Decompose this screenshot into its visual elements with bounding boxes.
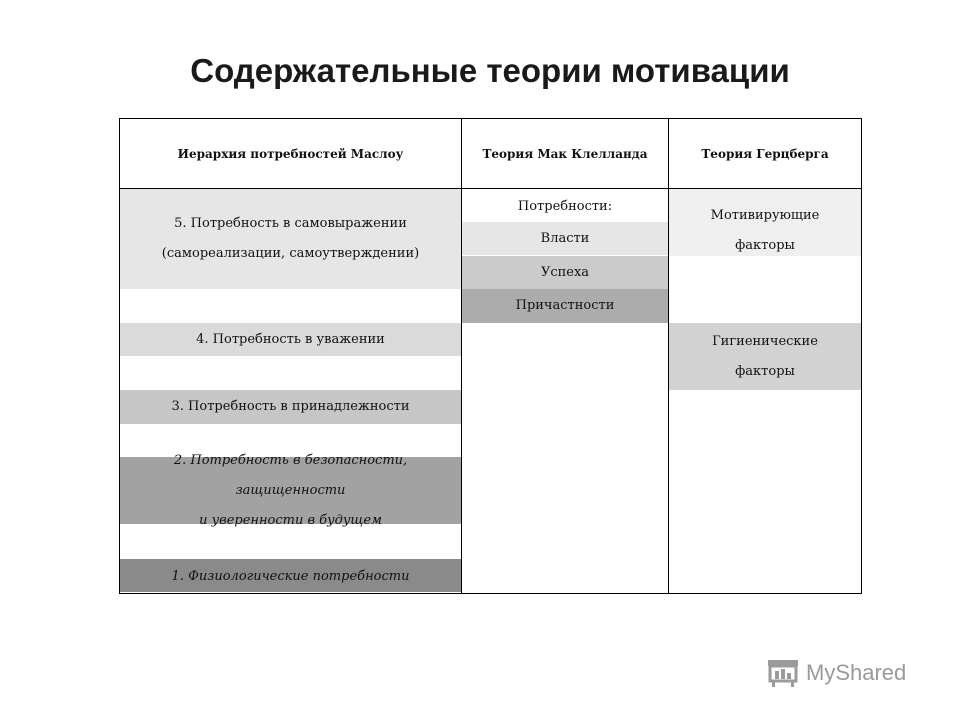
header-maslow: Иерархия потребностей Маслоу [177, 147, 404, 161]
maslow-level-2-line1: 2. Потребность в безопасности, защищенности [173, 452, 408, 498]
maslow-level-2 [120, 452, 461, 528]
header-mcclelland: Теория Мак Клелланда [482, 147, 648, 161]
herzberg-motivating-line2: факторы [735, 238, 795, 253]
maslow-level-2-line2: и уверенности в будущем [199, 512, 382, 528]
slide-title: Содержательные теории мотивации [190, 52, 790, 89]
watermark-text: MyShared [806, 660, 907, 685]
herzberg-hygiene [669, 323, 861, 390]
theories-table [119, 118, 862, 594]
watermark-logo [766, 658, 906, 688]
herzberg-motivating [669, 189, 861, 256]
column-divider-1 [461, 119, 462, 593]
mcclelland-success: Успеха [462, 256, 668, 289]
header-herzberg: Теория Герцберга [701, 147, 829, 161]
mcclelland-belonging: Причастности [462, 289, 668, 323]
mcclelland-power: Власти [462, 222, 668, 255]
maslow-level-4: 4. Потребность в уважении [120, 323, 461, 356]
table-border-right [861, 119, 862, 593]
maslow-level-5-line1: 5. Потребность в самовыражении [174, 216, 407, 231]
maslow-level-1: 1. Физиологические потребности [120, 559, 461, 592]
mcclelland-needs-label: Потребности: [517, 199, 613, 214]
maslow-level-5-line2: (самореализации, самоутверждении) [161, 246, 420, 261]
herzberg-hygiene-line2: факторы [735, 363, 795, 379]
maslow-level-3: 3. Потребность в принадлежности [120, 390, 461, 424]
herzberg-hygiene-line1: Гигиенические [712, 333, 818, 349]
presentation-board-icon [766, 658, 800, 688]
herzberg-motivating-line1: Мотивирующие [710, 208, 820, 223]
maslow-level-5 [120, 189, 461, 289]
